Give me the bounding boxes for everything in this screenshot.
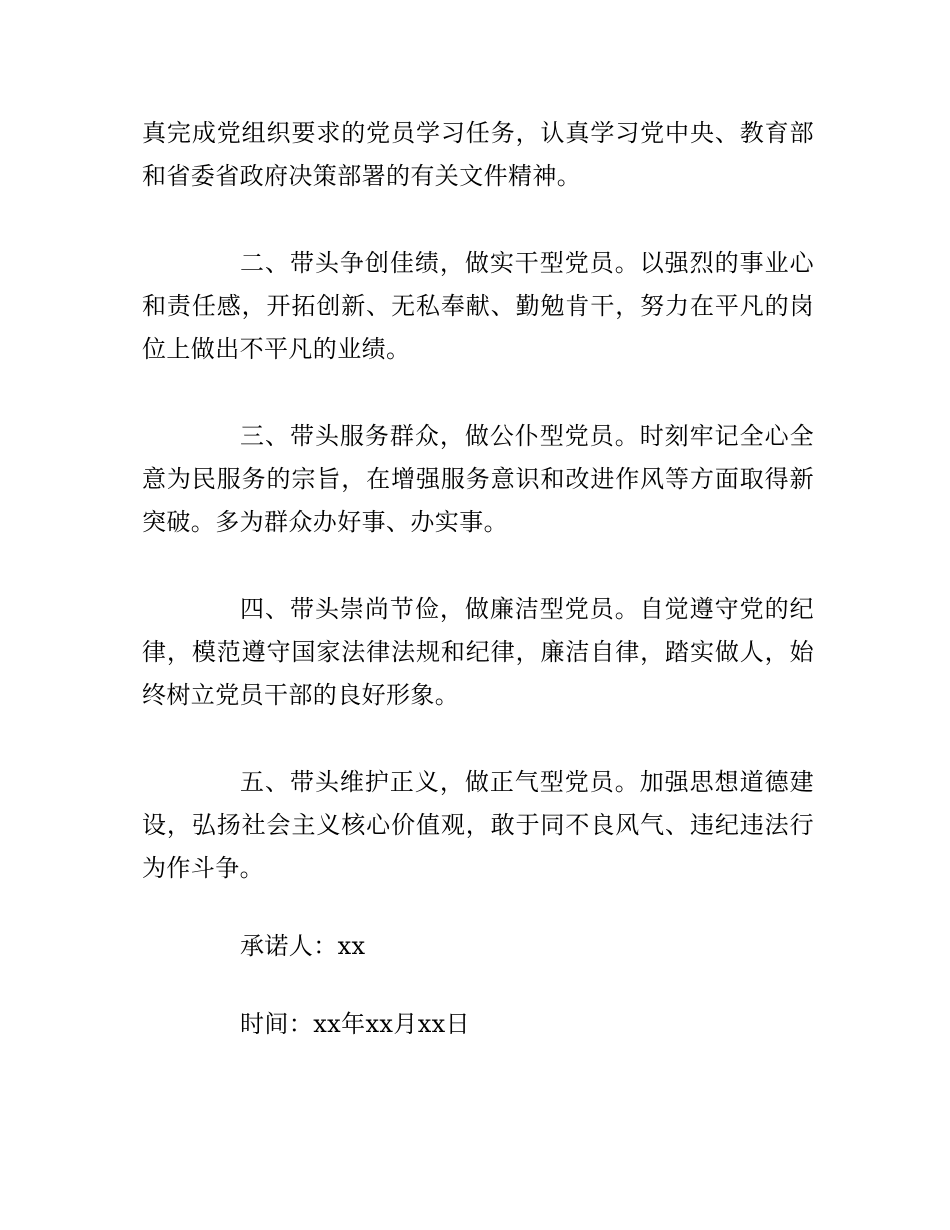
paragraph-item-four: 四、带头崇尚节俭，做廉洁型党员。自觉遵守党的纪律，模范遵守国家法律法规和纪律，廉洁自律，踏实做人，始终树立党员干部的良好形象。 [142,595,814,709]
promisor-line: 承诺人：xx [240,932,366,960]
paragraph-gap [142,890,814,925]
document-body [142,112,814,1046]
paragraph-gap [142,717,814,761]
paragraph-gap [142,544,814,588]
date-line: 时间：xx年xx月xx日 [240,1010,471,1038]
paragraph-gap [142,371,814,415]
paragraph-item-five: 五、带头维护正义，做正气型党员。加强思想道德建设，弘扬社会主义核心价值观，敢于同不良风气、违纪违法行为作斗争。 [142,768,814,882]
paragraph-item-three: 三、带头服务群众，做公仆型党员。时刻牢记全心全意为民服务的宗旨，在增强服务意识和改进作风等方面取得新突破。多为群众办好事、办实事。 [142,422,814,536]
paragraph-item-two: 二、带头争创佳绩，做实干型党员。以强烈的事业心和责任感，开拓创新、无私奉献、勤勉肯干，努力在平凡的岗位上做出不平凡的业绩。 [142,249,814,363]
paragraph-gap [142,198,814,242]
paragraph-gap [142,968,814,1003]
paragraph-continued: 真完成党组织要求的党员学习任务，认真学习党中央、教育部和省委省政府决策部署的有关文件精神。 [142,119,814,190]
